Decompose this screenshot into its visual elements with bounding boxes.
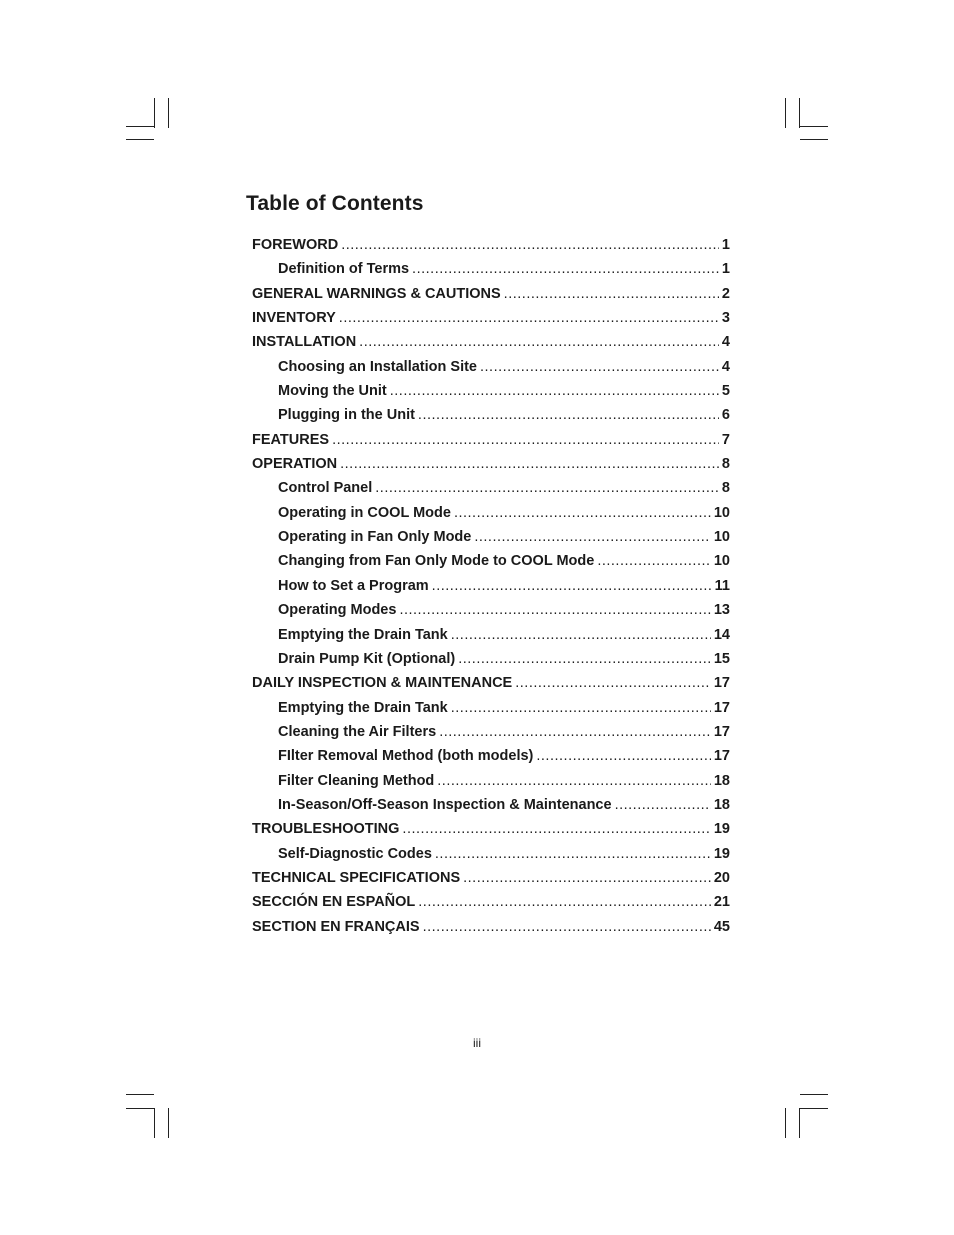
- toc-entry-page: 1: [721, 261, 730, 278]
- toc-entry-label: Self-Diagnostic Codes: [278, 845, 432, 862]
- toc-entry-label: Control Panel: [278, 480, 373, 497]
- crop-mark: [800, 1108, 828, 1109]
- crop-mark: [126, 1108, 154, 1109]
- toc-entry[interactable]: [252, 549, 730, 573]
- crop-mark: [800, 1094, 828, 1095]
- toc-entry-label: Choosing an Installation Site: [278, 358, 477, 375]
- toc-entry-label: INVENTORY: [252, 310, 336, 327]
- toc-entry-page: 19: [713, 845, 730, 862]
- crop-mark: [785, 98, 786, 128]
- toc-entry-label: FOREWORD: [252, 237, 339, 253]
- toc-entry[interactable]: [252, 890, 730, 914]
- toc-entry-page: 19: [713, 821, 730, 838]
- toc-entry[interactable]: [252, 598, 730, 622]
- crop-mark: [785, 1108, 786, 1138]
- toc-leader-dots: [437, 769, 711, 793]
- toc-entry-page: 5: [721, 383, 730, 400]
- toc-entry[interactable]: [252, 525, 730, 549]
- toc-leader-dots: [454, 501, 711, 525]
- toc-entry[interactable]: [252, 257, 730, 281]
- toc-entry[interactable]: [252, 696, 730, 720]
- toc-entry-page: 17: [713, 699, 730, 716]
- page-title: Table of Contents: [246, 192, 424, 215]
- toc-leader-dots: [480, 355, 719, 379]
- toc-entry[interactable]: [252, 744, 730, 768]
- toc-entry-page: 4: [721, 334, 730, 351]
- toc-entry-page: 1: [721, 237, 730, 253]
- toc-entry-label: Emptying the Drain Tank: [278, 626, 448, 643]
- toc-entry-label: Plugging in the Unit: [278, 407, 415, 424]
- toc-leader-dots: [332, 428, 719, 452]
- toc-entry-label: FEATURES: [252, 431, 330, 448]
- toc-leader-dots: [412, 257, 719, 281]
- toc-leader-dots: [536, 744, 710, 768]
- crop-mark: [799, 1108, 800, 1138]
- toc-leader-dots: [359, 330, 719, 354]
- toc-leader-dots: [504, 282, 719, 306]
- toc-leader-dots: [597, 549, 711, 573]
- crop-mark: [126, 139, 154, 140]
- toc-entry[interactable]: [252, 476, 730, 500]
- toc-entry-page: 10: [713, 504, 730, 521]
- toc-leader-dots: [390, 379, 719, 403]
- toc-entry[interactable]: [252, 671, 730, 695]
- toc-entry[interactable]: [252, 720, 730, 744]
- crop-mark: [800, 139, 828, 140]
- toc-entry-page: 7: [721, 431, 730, 448]
- toc-leader-dots: [474, 525, 711, 549]
- toc-entry[interactable]: [252, 282, 730, 306]
- toc-leader-dots: [418, 403, 719, 427]
- toc-entry-label: OPERATION: [252, 456, 338, 473]
- toc-entry[interactable]: [252, 623, 730, 647]
- toc-entry[interactable]: [252, 866, 730, 890]
- crop-mark: [168, 1108, 169, 1138]
- toc-entry-page: 11: [714, 577, 730, 594]
- toc-entry[interactable]: [252, 452, 730, 476]
- toc-entry-page: 8: [721, 456, 730, 473]
- toc-entry-page: 2: [721, 285, 730, 302]
- toc-entry-page: 4: [721, 358, 730, 375]
- crop-mark: [126, 126, 154, 127]
- toc-entry-page: 17: [713, 723, 730, 740]
- toc-entry-label: Operating Modes: [278, 602, 397, 619]
- toc-entry-label: Filter Cleaning Method: [278, 772, 435, 789]
- toc-entry[interactable]: [252, 501, 730, 525]
- toc-entry-page: 18: [713, 796, 730, 813]
- toc-leader-dots: [463, 866, 711, 890]
- crop-mark: [800, 126, 828, 127]
- toc-entry-page: 21: [713, 894, 730, 911]
- toc-entry[interactable]: [252, 355, 730, 379]
- toc-leader-dots: [375, 476, 719, 500]
- toc-leader-dots: [432, 574, 712, 598]
- crop-mark: [126, 1094, 154, 1095]
- toc-entry-page: 6: [721, 407, 730, 424]
- toc-entry-label: TROUBLESHOOTING: [252, 821, 400, 838]
- toc-entry-label: Changing from Fan Only Mode to COOL Mode: [278, 553, 595, 570]
- toc-entry-label: INSTALLATION: [252, 334, 357, 351]
- toc-entry[interactable]: [252, 428, 730, 452]
- toc-entry[interactable]: [252, 233, 730, 257]
- toc-entry-page: 13: [713, 602, 730, 619]
- toc-leader-dots: [615, 793, 711, 817]
- toc-entry-label: Operating in Fan Only Mode: [278, 529, 472, 546]
- toc-entry-page: 17: [713, 748, 730, 765]
- toc-entry-page: 8: [721, 480, 730, 497]
- toc-leader-dots: [435, 842, 711, 866]
- toc-entry-label: In-Season/Off-Season Inspection & Maintenance: [278, 796, 612, 813]
- toc-entry-label: Moving the Unit: [278, 383, 387, 400]
- toc-entry-label: How to Set a Program: [278, 577, 429, 594]
- toc-entry-page: 45: [713, 918, 730, 935]
- toc-leader-dots: [339, 306, 719, 330]
- toc-leader-dots: [451, 623, 711, 647]
- toc-entry[interactable]: [252, 647, 730, 671]
- toc-entry[interactable]: [252, 306, 730, 330]
- table-of-contents: [252, 233, 730, 939]
- toc-entry[interactable]: [252, 769, 730, 793]
- crop-mark: [154, 98, 155, 128]
- toc-entry-page: 17: [713, 675, 730, 692]
- toc-entry[interactable]: [252, 915, 730, 939]
- page-number: iii: [473, 1036, 481, 1050]
- toc-entry-label: Drain Pump Kit (Optional): [278, 650, 456, 667]
- toc-entry-label: TECHNICAL SPECIFICATIONS: [252, 869, 461, 886]
- toc-entry-label: SECTION EN FRANÇAIS: [252, 918, 420, 935]
- toc-entry-label: Operating in COOL Mode: [278, 504, 451, 521]
- toc-entry-page: 20: [713, 869, 730, 886]
- toc-entry-label: Definition of Terms: [278, 261, 410, 278]
- toc-entry[interactable]: [252, 574, 730, 598]
- toc-leader-dots: [399, 598, 710, 622]
- toc-entry-page: 14: [713, 626, 730, 643]
- toc-leader-dots: [341, 233, 719, 257]
- toc-leader-dots: [340, 452, 719, 476]
- toc-entry-label: GENERAL WARNINGS & CAUTIONS: [252, 285, 501, 302]
- toc-leader-dots: [418, 890, 711, 914]
- crop-mark: [154, 1108, 155, 1138]
- toc-entry-label: Cleaning the Air Filters: [278, 723, 437, 740]
- toc-entry-page: 10: [713, 553, 730, 570]
- toc-entry-label: Emptying the Drain Tank: [278, 699, 448, 716]
- toc-entry[interactable]: [252, 403, 730, 427]
- toc-entry[interactable]: [252, 817, 730, 841]
- toc-entry[interactable]: [252, 379, 730, 403]
- toc-entry-page: 18: [713, 772, 730, 789]
- toc-leader-dots: [402, 817, 710, 841]
- toc-entry-label: FIlter Removal Method (both models): [278, 748, 534, 765]
- toc-leader-dots: [423, 915, 711, 939]
- toc-entry-page: 3: [721, 310, 730, 327]
- crop-mark: [168, 98, 169, 128]
- toc-entry[interactable]: [252, 842, 730, 866]
- toc-entry[interactable]: [252, 330, 730, 354]
- toc-entry-page: 10: [713, 529, 730, 546]
- toc-leader-dots: [451, 696, 711, 720]
- toc-entry-label: SECCIÓN EN ESPAÑOL: [252, 894, 416, 911]
- toc-leader-dots: [515, 671, 711, 695]
- crop-mark: [799, 98, 800, 128]
- toc-leader-dots: [458, 647, 711, 671]
- toc-entry[interactable]: [252, 793, 730, 817]
- toc-leader-dots: [439, 720, 711, 744]
- toc-entry-label: DAILY INSPECTION & MAINTENANCE: [252, 675, 513, 692]
- toc-entry-page: 15: [713, 650, 730, 667]
